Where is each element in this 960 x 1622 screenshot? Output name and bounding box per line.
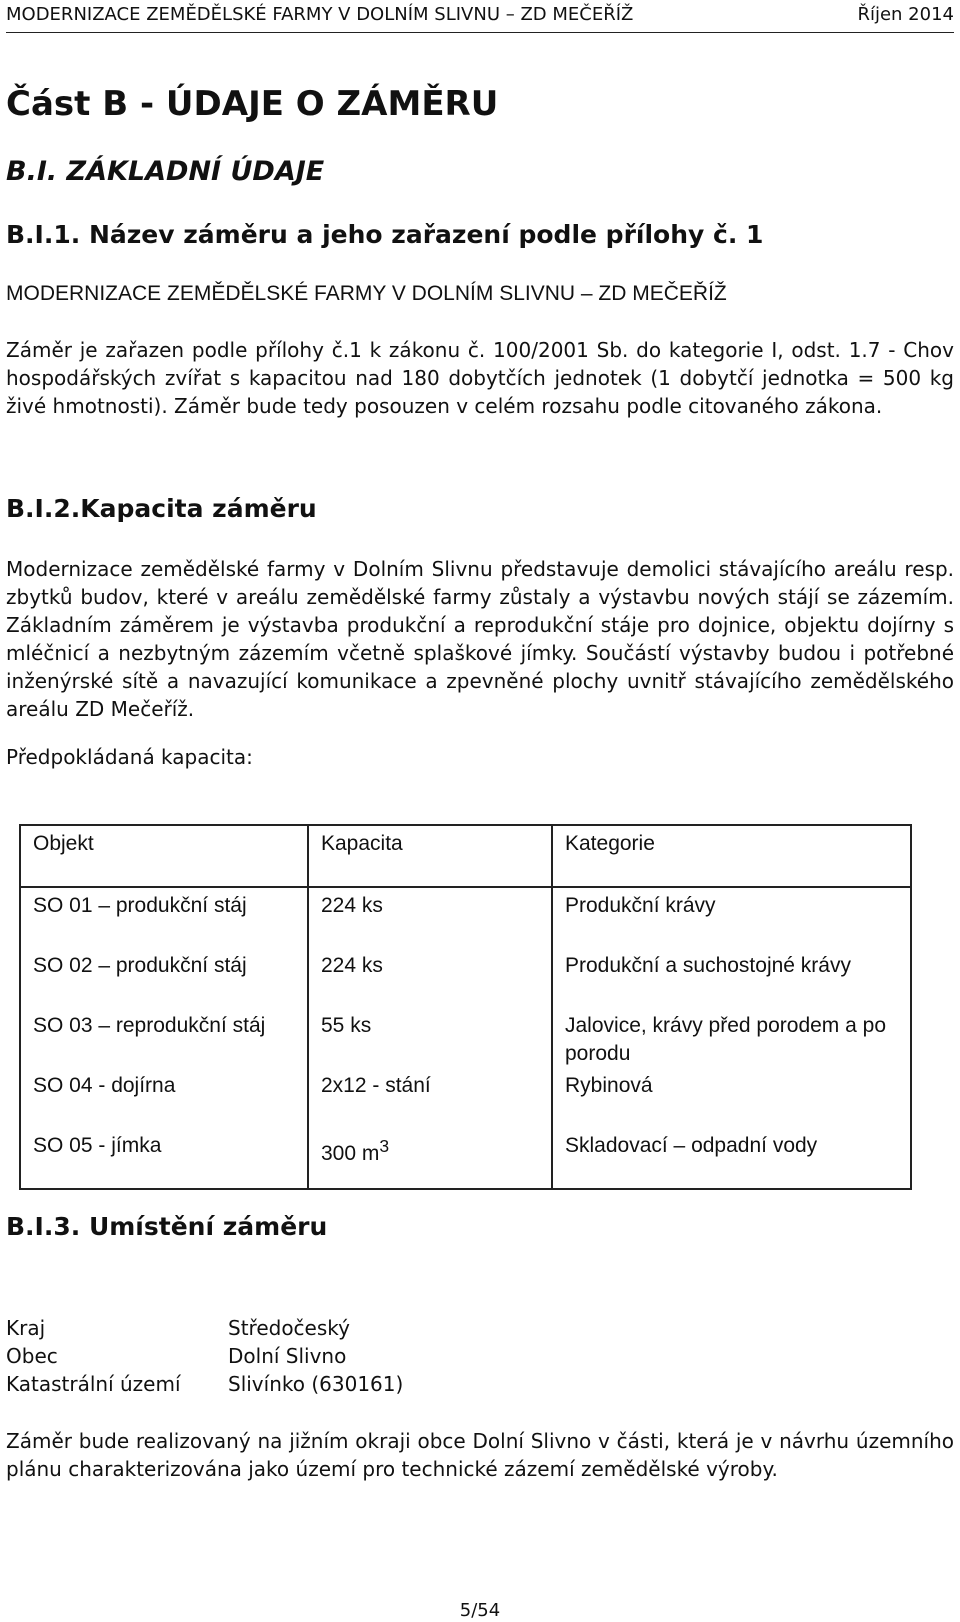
cell-objekt: SO 04 - dojírna [20,1068,308,1128]
project-name: MODERNIZACE ZEMĚDĚLSKÉ FARMY V DOLNÍM SLIVNU – ZD MEČEŘÍŽ [6,282,727,305]
cell-kapacita: 224 ks [308,948,552,1008]
location-key: Obec [6,1344,58,1368]
cell-kapacita [308,1128,552,1189]
heading-b-i-2: B.I.2.Kapacita záměru [6,494,317,523]
list-item [6,1342,403,1370]
capacity-paragraph: Modernizace zemědělské farmy v Dolním Slivnu představuje demolici stávajícího areálu resp. zbytků budov, které v areálu zemědělské farmy zůstaly a výstavbu nových stájí se zázemím. Základním záměrem je výstavba produkční a reprodukční stáje pro dojnice, objektu dojírny s mléčnicí a nezbytným zázemím včetně splaškové jímky. Součástí výstavby budou i potřebné inženýrské sítě a navazující komunikace a zpevněné plochy uvnitř stávajícího zemědělského areálu ZD Mečeříž. [6,557,954,721]
header-document-title: MODERNIZACE ZEMĚDĚLSKÉ FARMY V DOLNÍM SLIVNU – ZD MEČEŘÍŽ [6,4,634,25]
table-row [20,1008,911,1068]
cell-objekt: SO 05 - jímka [20,1128,308,1189]
cell-objekt: SO 02 – produkční stáj [20,948,308,1008]
section-title: B.I. ZÁKLADNÍ ÚDAJE [6,156,325,187]
location-value: Slivínko (630161) [228,1372,404,1396]
heading-b-i-1: B.I.1. Název záměru a jeho zařazení podle přílohy č. 1 [6,220,764,249]
page-number: 5/54 [459,1600,501,1621]
cell-objekt: SO 01 – produkční stáj [20,887,308,948]
cell-kategorie: Jalovice, krávy před porodem a po porodu [552,1008,911,1068]
location-value: Dolní Slivno [228,1344,347,1368]
location-key: Katastrální území [6,1372,181,1396]
cell-kategorie: Rybinová [552,1068,911,1128]
list-item [6,1370,403,1398]
cell-kategorie: Produkční krávy [552,887,911,948]
location-paragraph: Záměr bude realizovaný na jižním okraji obce Dolní Slivno v části, která je v návrhu územního plánu charakterizována jako území pro technické zázemí zemědělské výroby. [6,1429,954,1481]
cell-objekt: SO 03 – reprodukční stáj [20,1008,308,1068]
cell-kapacita: 224 ks [308,887,552,948]
capacity-value: 300 m [321,1142,380,1165]
header-date: Říjen 2014 [857,4,954,25]
table-header-row [20,825,911,887]
location-list [6,1314,403,1398]
location-value: Středočeský [228,1316,350,1340]
table-row [20,1128,911,1189]
cell-kategorie: Produkční a suchostojné krávy [552,948,911,1008]
cell-kapacita: 55 ks [308,1008,552,1068]
table-row [20,948,911,1008]
location-key: Kraj [6,1316,46,1340]
col-header-kategorie: Kategorie [552,825,911,887]
list-item [6,1314,403,1342]
col-header-objekt: Objekt [20,825,308,887]
page-header [6,4,954,33]
capacity-unit-exponent: 3 [379,1136,390,1156]
col-header-kapacita: Kapacita [308,825,552,887]
capacity-table [19,824,912,1190]
classification-paragraph: Záměr je zařazen podle přílohy č.1 k zákonu č. 100/2001 Sb. do kategorie I, odst. 1.7 - Chov hospodářských zvířat s kapacitou nad 180 dobytčích jednotek (1 dobytčí jednotka = 500 kg živé hmotnosti). Záměr bude tedy posouzen v celém rozsahu podle citovaného zákona. [6,338,954,418]
cell-kapacita: 2x12 - stání [308,1068,552,1128]
part-title: Část B - ÚDAJE O ZÁMĚRU [6,84,499,124]
cell-kategorie: Skladovací – odpadní vody [552,1128,911,1189]
table-row [20,1068,911,1128]
table-row [20,887,911,948]
capacity-label: Předpokládaná kapacita: [6,745,253,769]
heading-b-i-3: B.I.3. Umístění záměru [6,1212,328,1241]
